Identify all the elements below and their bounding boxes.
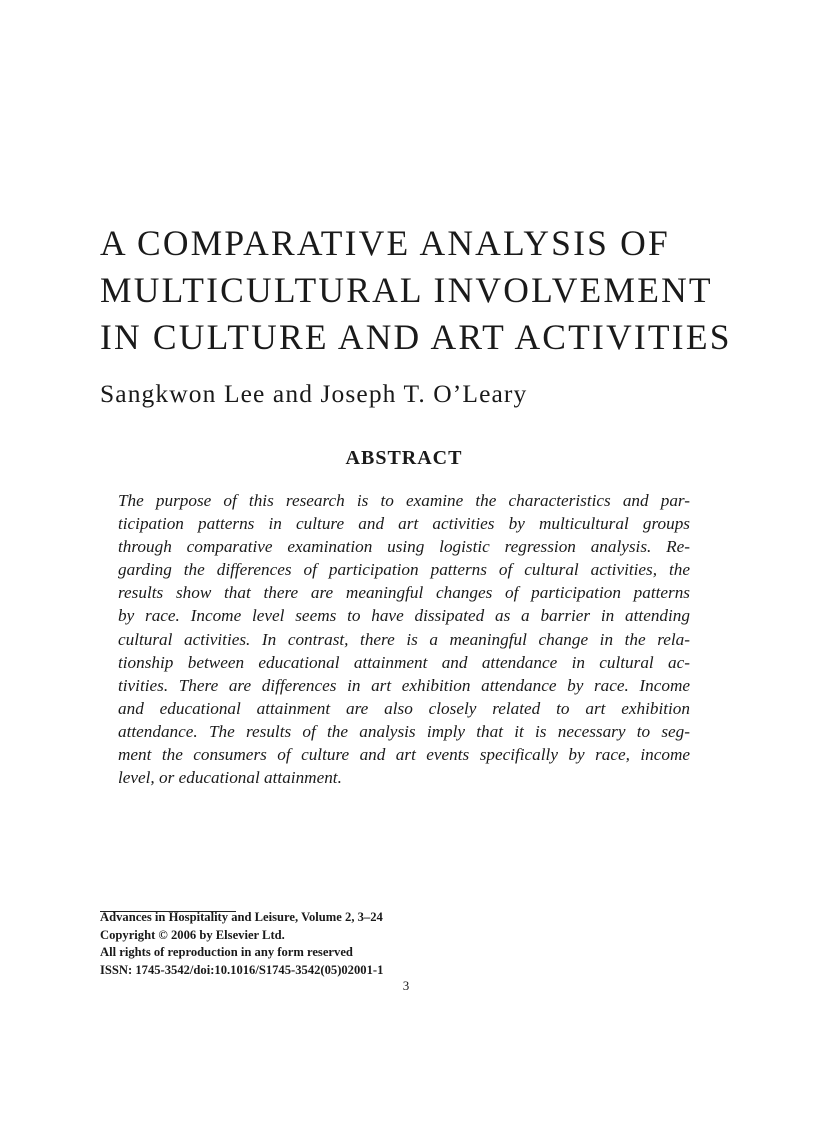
abstract-line: by race. Income level seems to have dissipated as a barrier in attending [118,606,690,626]
footnote-line: All rights of reproduction in any form reserved [100,945,353,960]
abstract-line: level, or educational attainment. [118,768,342,788]
abstract-line: The purpose of this research is to examine the characteristics and par- [118,491,690,510]
title-line: A COMPARATIVE ANALYSIS OF [100,223,670,263]
abstract-line: results show that there are meaningful changes of participation patterns [118,583,690,603]
abstract-line: tionship between educational attainment and attendance in cultural ac- [118,652,690,672]
author-list: Sangkwon Lee and Joseph T. O’Leary [100,379,528,408]
abstract-line: through comparative examination using logistic regression analysis. Re- [118,537,690,557]
footnote-line: Copyright © 2006 by Elsevier Ltd. [100,927,285,942]
abstract-body [118,489,690,789]
footnote-line: ISSN: 1745-3542/doi:10.1016/S1745-3542(05)02001-1 [100,962,384,977]
title-line: MULTICULTURAL INVOLVEMENT [100,270,713,310]
publication-footnote [100,909,520,979]
abstract-line: tivities. There are differences in art exhibition attendance by race. Income [118,675,690,695]
abstract-line: and educational attainment are also closely related to art exhibition [118,698,690,718]
abstract-line: ment the consumers of culture and art events specifically by race, income [118,745,690,765]
paper-title [100,220,780,361]
page-number: 3 [402,978,410,993]
title-line: IN CULTURE AND ART ACTIVITIES [100,317,732,357]
abstract-heading: ABSTRACT [345,447,463,469]
abstract-line: cultural activities. In contrast, there is a meaningful change in the rela- [118,629,690,649]
footnote-line: Advances in Hospitality and Leisure, Volume 2, 3–24 [100,910,383,924]
abstract-line: ticipation patterns in culture and art activities by multicultural groups [118,514,690,534]
abstract-line: garding the differences of participation patterns of cultural activities, the [118,560,690,580]
abstract-line: attendance. The results of the analysis imply that it is necessary to seg- [118,721,690,741]
